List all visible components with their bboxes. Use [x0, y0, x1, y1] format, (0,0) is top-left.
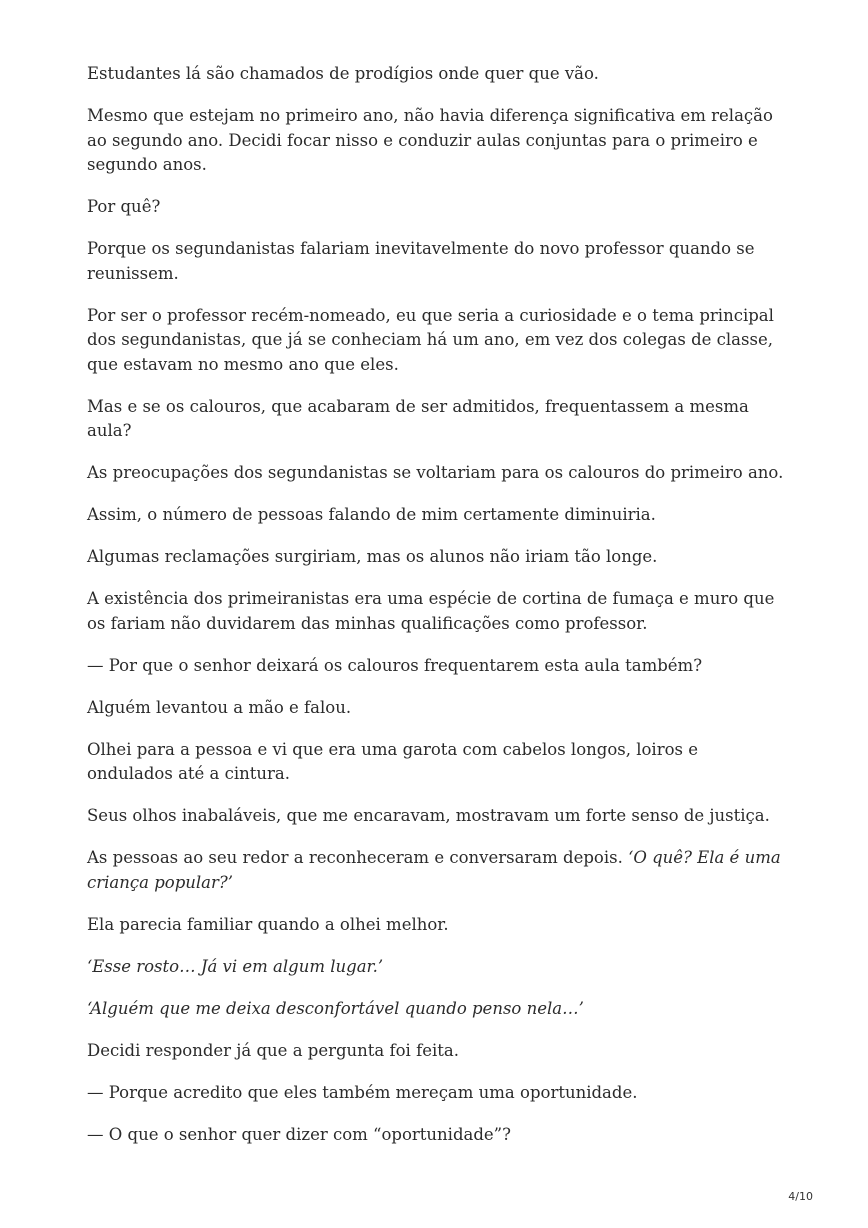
paragraph-3: Por quê?	[87, 197, 161, 216]
paragraph-15	[87, 846, 787, 895]
paragraph-15-text: As pessoas ao seu redor a reconheceram e conversaram depois.	[87, 848, 629, 867]
page-number: 4/10	[788, 1190, 813, 1203]
document-body	[87, 62, 787, 1165]
paragraph-20: — Porque acredito que eles também mereçam uma oportunidade.	[87, 1082, 638, 1102]
paragraph-2: Mesmo que estejam no primeiro ano, não havia diferença significativa em relação ao segundo ano. Decidi focar nisso e conduzir aulas conjuntas para o primeiro e segundo anos.	[87, 106, 773, 174]
paragraph-1: Estudantes lá são chamados de prodígios onde quer que vão.	[87, 64, 599, 83]
paragraph-16: Ela parecia familiar quando a olhei melhor.	[87, 914, 449, 934]
paragraph-4: Porque os segundanistas falariam inevitavelmente do novo professor quando se reunissem.	[87, 239, 755, 283]
paragraph-12: Alguém levantou a mão e falou.	[87, 697, 352, 717]
paragraph-5: Por ser o professor recém-nomeado, eu que seria a curiosidade e o tema principal dos segundanistas, que já se conheciam há um ano, em vez dos colegas de classe, que estavam no mesmo ano que eles.	[87, 305, 774, 374]
paragraph-11: — Por que o senhor deixará os calouros frequentarem esta aula também?	[87, 655, 703, 675]
paragraph-14: Seus olhos inabaláveis, que me encaravam, mostravam um forte senso de justiça.	[87, 806, 770, 825]
paragraph-10: A existência dos primeiranistas era uma espécie de cortina de fumaça e muro que os fariam não duvidarem das minhas qualificações como professor.	[87, 589, 775, 633]
paragraph-13: Olhei para a pessoa e vi que era uma garota com cabelos longos, loiros e ondulados até a cintura.	[87, 739, 698, 783]
paragraph-15-italic-thought: ‘O quê? Ela é uma criança popular?’	[87, 848, 781, 892]
paragraph-21: — O que o senhor quer dizer com “oportunidade”?	[87, 1124, 511, 1144]
paragraph-8: Assim, o número de pessoas falando de mim certamente diminuiria.	[87, 505, 656, 524]
paragraph-18: ‘Alguém que me deixa desconfortável quando penso nela…’	[87, 998, 584, 1018]
paragraph-19: Decidi responder já que a pergunta foi feita.	[87, 1040, 459, 1060]
paragraph-7: As preocupações dos segundanistas se voltariam para os calouros do primeiro ano.	[87, 463, 784, 482]
paragraph-17: ‘Esse rosto… Já vi em algum lugar.’	[87, 956, 384, 976]
paragraph-6: Mas e se os calouros, que acabaram de ser admitidos, frequentassem a mesma aula?	[87, 396, 749, 440]
paragraph-9: Algumas reclamações surgiriam, mas os alunos não iriam tão longe.	[87, 547, 658, 566]
